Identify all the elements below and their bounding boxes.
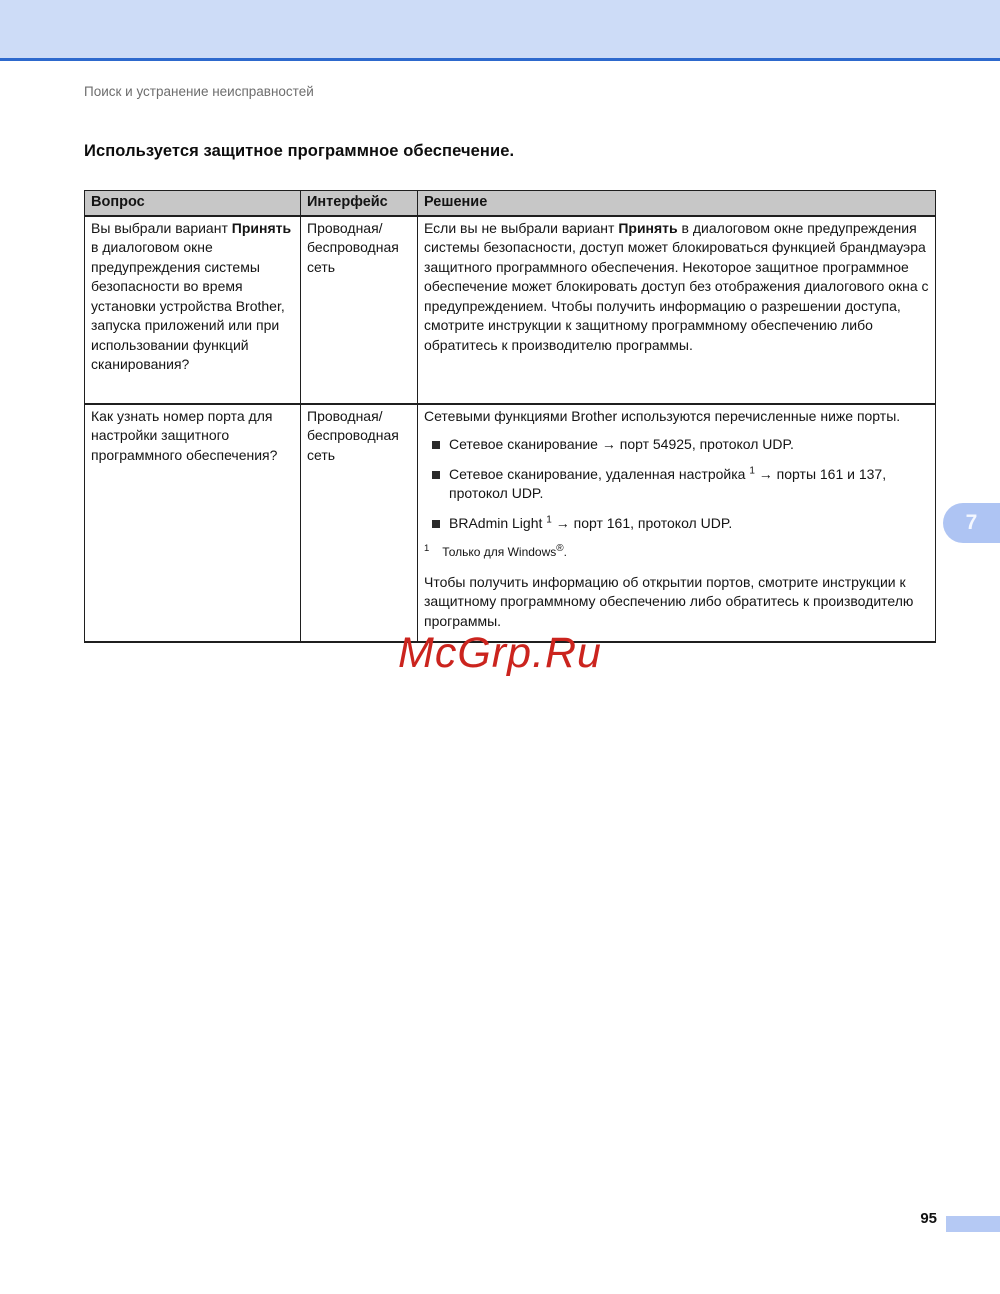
- question-text: в диалоговом окне предупреждения системы безопасности во время установки устройства Brother, запуска приложений или при использовании функций сканирования?: [91, 239, 285, 372]
- question-text: Вы выбрали вариант: [91, 219, 232, 236]
- registered-mark: ®: [556, 543, 564, 554]
- bullet-text-segment: → порты 161 и 137, протокол UDP.: [449, 465, 887, 501]
- troubleshooting-table: [84, 190, 936, 643]
- bullet-text-segment: → порт 161, протокол UDP.: [551, 514, 733, 531]
- list-item: [432, 465, 930, 504]
- page-number: 95: [920, 1210, 937, 1227]
- column-header-solution: Решение: [418, 191, 936, 216]
- footnote-ref: 1: [546, 513, 552, 525]
- list-item: [432, 514, 930, 534]
- header-band: [0, 0, 1000, 61]
- question-bold-text: Принять: [231, 219, 292, 236]
- solution-cell: [418, 404, 936, 642]
- solution-outro: Чтобы получить информацию об открытии портов, смотрите инструкции к защитному программному обеспечению либо обратитесь к производителю программы.: [424, 573, 914, 629]
- bullet-square-icon: [432, 520, 440, 528]
- footer-bar-decoration: [946, 1216, 1000, 1232]
- bullet-text: [449, 514, 930, 534]
- chapter-tab: [943, 503, 1000, 543]
- solution-intro: Сетевыми функциями Brother используются перечисленные ниже порты.: [424, 407, 901, 424]
- interface-cell: Проводная/беспроводная сеть: [301, 216, 418, 404]
- question-cell: [85, 216, 301, 404]
- table-row: [85, 216, 936, 404]
- solution-cell: [418, 216, 936, 404]
- bullet-text-segment: BRAdmin Light: [449, 514, 547, 531]
- bullet-text-segment: Сетевое сканирование, удаленная настройка: [449, 465, 750, 482]
- list-item: [432, 435, 930, 455]
- column-header-interface: Интерфейс: [301, 191, 418, 216]
- solution-bold-text: Принять: [618, 219, 678, 236]
- table-header-row: [85, 191, 936, 216]
- interface-cell: Проводная/беспроводная сеть: [301, 404, 418, 642]
- footnote-text: Только для Windows: [442, 545, 557, 559]
- bullet-square-icon: [432, 441, 440, 449]
- column-header-question: Вопрос: [85, 191, 301, 216]
- footnote-text: .: [563, 545, 567, 559]
- chapter-number: 7: [965, 511, 978, 534]
- footnote: [424, 543, 930, 563]
- bullet-text: [449, 435, 930, 455]
- bullet-text: [449, 465, 930, 504]
- footnote-ref: 1: [749, 464, 755, 476]
- page-title: Используется защитное программное обеспечение.: [84, 142, 515, 160]
- watermark: McGrp.Ru: [398, 629, 602, 677]
- solution-text: в диалоговом окне предупреждения системы безопасности, доступ может блокироваться функцией брандмауэра защитного программного обеспечения. Некоторое защитное программное обеспечение может блокировать доступ без отображения диалогового окна с предупреждением. Чтобы получить информацию о разрешении доступа, смотрите инструкции к защитному программному обеспечению либо обратитесь к производителю программы.: [424, 219, 929, 353]
- bullet-square-icon: [432, 471, 440, 479]
- bullet-text-segment: Сетевое сканирование → порт 54925, протокол UDP.: [449, 436, 794, 452]
- table-row: [85, 404, 936, 642]
- footnote-marker: 1: [424, 543, 430, 554]
- breadcrumb: Поиск и устранение неисправностей: [84, 84, 314, 99]
- solution-text: Если вы не выбрали вариант: [424, 219, 619, 236]
- question-cell: Как узнать номер порта для настройки защитного программного обеспечения?: [85, 404, 301, 642]
